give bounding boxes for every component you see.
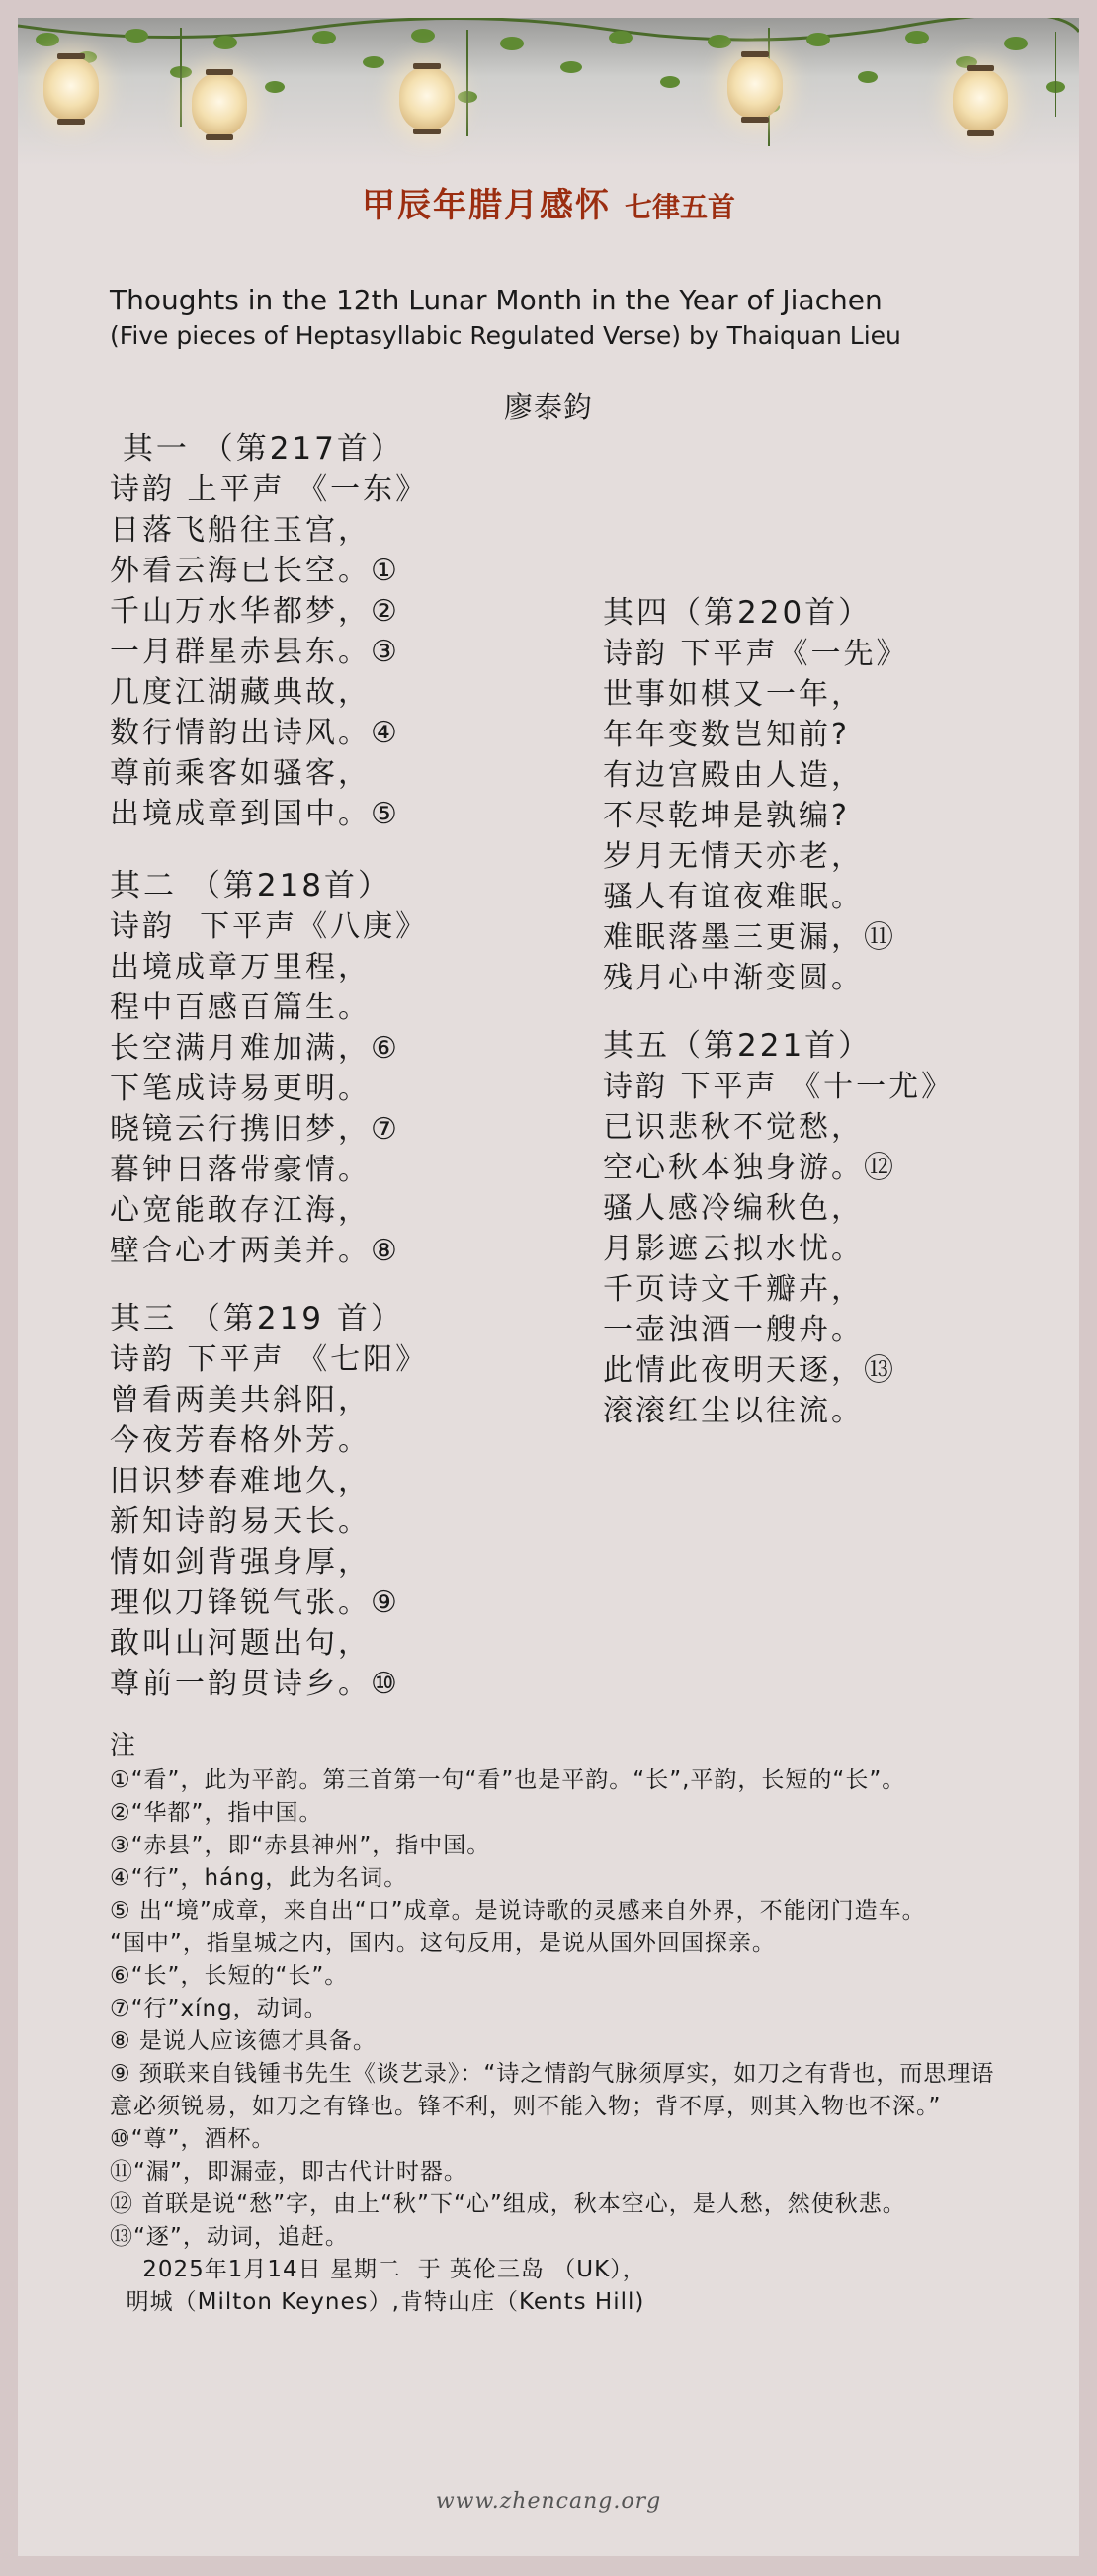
poem-line: 尊前一韵贯诗乡。⑩ <box>110 1667 400 1701</box>
poem-line: 晓镜云行携旧梦，⑦ <box>110 1112 400 1147</box>
poem-line: 情如剑背强身厚， <box>110 1545 371 1580</box>
poem-line: 滚滚红尘以往流。 <box>603 1394 864 1428</box>
poem-line: 骚人有谊夜难眠。 <box>603 880 864 914</box>
poem-rhyme: 诗韵 下平声《一先》 <box>603 637 909 671</box>
poem-line: 曾看两美共斜阳， <box>110 1383 371 1417</box>
poem-line: 新知诗韵易天长。 <box>110 1504 371 1539</box>
poem-2 <box>110 866 428 1271</box>
note-item: ⑤ 出“境”成章，来自出“口”成章。是说诗歌的灵感来自外界，不能闭门造车。 <box>110 1898 926 1924</box>
note-item: ①“看”，此为平韵。第三首第一句“看”也是平韵。“长”,平韵，长短的“长”。 <box>110 1767 906 1793</box>
english-title-line2: (Five pieces of Heptasyllabic Regulated Verse) by Thaiquan Lieu <box>110 321 901 350</box>
poem-line: 今夜芳春格外芳。 <box>110 1423 371 1458</box>
poem-3 <box>110 1299 428 1704</box>
poem-line: 长空满月难加满，⑥ <box>110 1031 400 1066</box>
poem-line: 千页诗文千瓣卉， <box>603 1272 864 1307</box>
poem-line: 骚人感冷编秋色， <box>603 1191 864 1226</box>
note-item: ⑪“漏”，即漏壶，即古代计时器。 <box>110 2159 467 2185</box>
poem-line: 几度江湖藏典故， <box>110 675 371 710</box>
poem-line: 不尽乾坤是孰编? <box>603 799 850 833</box>
poem-line: 出境成章到国中。⑤ <box>110 797 400 831</box>
poem-line: 此情此夜明天逐，⑬ <box>603 1353 896 1388</box>
lantern-icon <box>399 67 455 130</box>
note-item: ⑬“逐”，动词，追赶。 <box>110 2224 349 2250</box>
lantern-icon <box>953 69 1008 132</box>
poem-line: 难眠落墨三更漏，⑪ <box>603 920 896 955</box>
poem-line: 尊前乘客如骚客， <box>110 756 371 791</box>
poem-1 <box>110 429 428 834</box>
poem-line: 心宽能敢存江海， <box>110 1193 371 1228</box>
title-main: 甲辰年腊月感怀 <box>361 186 611 225</box>
poem-line: 一月群星赤县东。③ <box>110 635 400 669</box>
lantern-icon <box>43 57 99 121</box>
poem-line: 世事如棋又一年， <box>603 677 864 712</box>
poem-heading: 其三 （第219 首） <box>110 1301 404 1336</box>
poem-heading: 其四（第220首） <box>603 595 873 631</box>
poem-5 <box>603 1026 954 1431</box>
poem-rhyme: 诗韵 下平声 《十一尤》 <box>603 1070 955 1104</box>
poem-line: 有边宫殿由人造， <box>603 758 864 793</box>
note-item: ⑫ 首联是说“愁”字，由上“秋”下“心”组成，秋本空心，是人愁，然使秋悲。 <box>110 2191 906 2217</box>
title-sub: 七律五首 <box>624 191 735 223</box>
poem-heading: 其五（第221首） <box>603 1028 873 1064</box>
poem-line: 理似刀锋锐气张。⑨ <box>110 1586 400 1620</box>
note-item: ③“赤县”，即“赤县神州”，指中国。 <box>110 1833 491 1858</box>
ivy-vine-decoration <box>18 18 1079 166</box>
poem-line: 敢叫山河题出句， <box>110 1626 371 1661</box>
poem-line: 暮钟日落带豪情。 <box>110 1153 371 1187</box>
place-line: 明城（Milton Keynes）,肯特山庄（Kents Hill) <box>110 2289 645 2315</box>
poem-line: 旧识梦春难地久， <box>110 1464 371 1499</box>
poem-line: 已识悲秋不觉愁， <box>603 1110 864 1145</box>
poem-line: 壁合心才两美并。⑧ <box>110 1234 400 1268</box>
poem-line: 岁月无情天亦老， <box>603 839 864 874</box>
note-item: ⑧ 是说人应该德才具备。 <box>110 2028 377 2054</box>
note-item: ②“华都”，指中国。 <box>110 1800 323 1826</box>
poem-line: 外看云海已长空。① <box>110 554 400 588</box>
author-name: 廖泰鈞 <box>503 390 593 424</box>
poem-rhyme: 诗韵 下平声 《七阳》 <box>110 1342 429 1377</box>
poem-rhyme: 诗韵 下平声《八庚》 <box>110 909 429 944</box>
notes-section <box>110 1730 1009 2319</box>
note-item: ⑥“长”，长短的“长”。 <box>110 1963 349 1989</box>
website-link[interactable]: www.zhencang.org <box>435 2489 662 2514</box>
english-title-line1: Thoughts in the 12th Lunar Month in the Year of Jiachen <box>110 284 883 316</box>
lantern-icon <box>192 73 247 136</box>
poem-line: 程中百感百篇生。 <box>110 990 371 1025</box>
poem-line: 年年变数岂知前? <box>603 718 850 752</box>
poem-line: 一壶浊酒一艘舟。 <box>603 1313 864 1347</box>
poem-line: 空心秋本独身游。⑫ <box>603 1151 896 1185</box>
poem-4 <box>603 593 909 998</box>
note-item: ④“行”，háng，此为名词。 <box>110 1865 408 1891</box>
poem-line: 数行情韵出诗风。④ <box>110 716 400 750</box>
page-frame <box>18 18 1079 2556</box>
poem-heading: 其二 （第218首） <box>110 868 392 903</box>
poem-line: 出境成章万里程， <box>110 950 371 985</box>
note-item: ⑦“行”xíng，动词。 <box>110 1996 328 2021</box>
date-line: 2025年1月14日 星期二 于 英伦三岛 （UK）， <box>110 2257 646 2282</box>
poem-line: 千山万水华都梦，② <box>110 594 400 629</box>
poem-rhyme: 诗韵 上平声 《一东》 <box>110 472 429 507</box>
page-title <box>18 178 1079 226</box>
poem-line: 残月心中渐变圆。 <box>603 961 864 995</box>
poem-line: 月影遮云拟水忧。 <box>603 1232 864 1266</box>
note-item: ⑩“尊”，酒杯。 <box>110 2126 276 2152</box>
banner-image <box>18 18 1079 166</box>
note-item: ⑨ 颈联来自钱锺书先生《谈艺录》：“诗之情韵气脉须厚实，如刀之有背也，而思理语意必须锐易，如刀之有锋也。锋不利，则不能入物；背不厚，则其入物也不深。” <box>110 2061 995 2119</box>
poem-line: 下笔成诗易更明。 <box>110 1072 371 1106</box>
poem-heading: 其一 （第217首） <box>110 431 404 467</box>
notes-heading: 注 <box>110 1731 137 1760</box>
note-item: “国中”，指皇城之内，国内。这句反用，是说从国外回国探亲。 <box>110 1931 776 1956</box>
poem-line: 日落飞船往玉宫， <box>110 513 371 548</box>
lantern-icon <box>727 55 783 119</box>
english-title <box>110 283 1058 354</box>
